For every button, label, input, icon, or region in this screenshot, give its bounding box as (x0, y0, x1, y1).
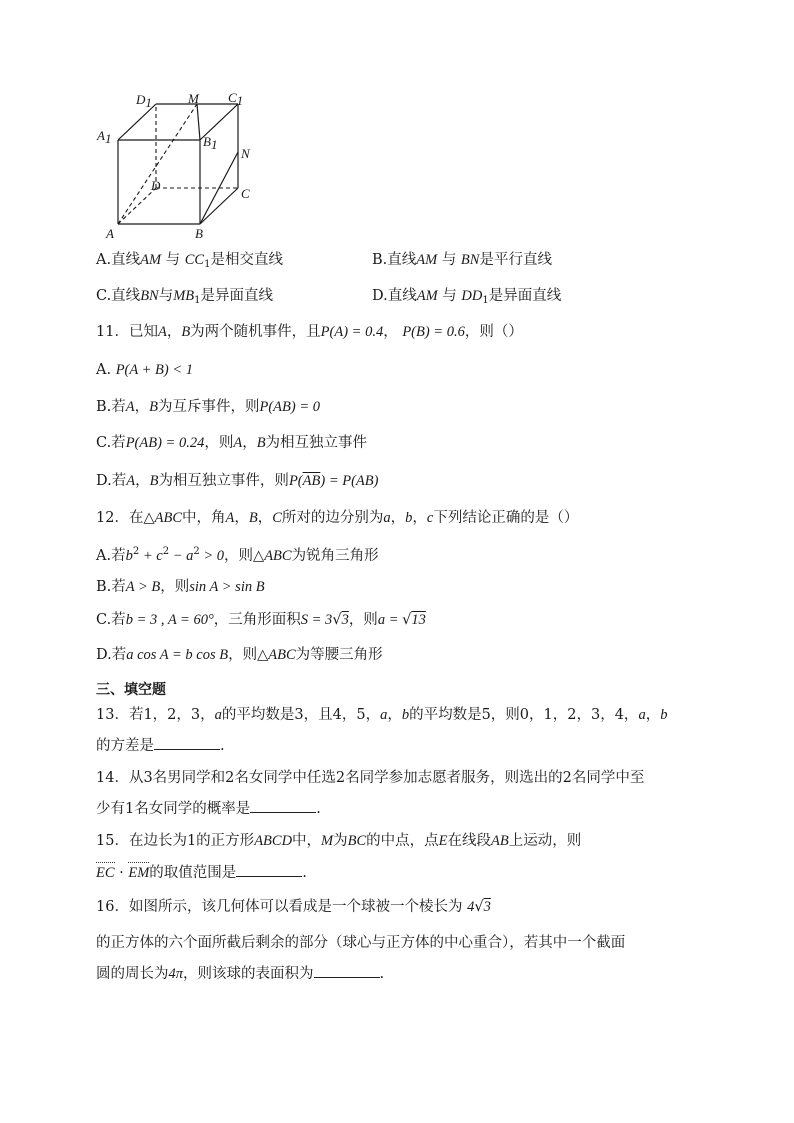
q14-line-2: 少有1名女同学的概率是 . (96, 798, 321, 819)
answer-blank (250, 798, 316, 813)
section-heading: 三、填空题 (96, 682, 166, 698)
label-N: N (241, 146, 250, 161)
sqrt-symbol: √ (332, 612, 342, 628)
q15-line-2: EC · EM的取值范围是 . (96, 862, 307, 883)
label-D: D (151, 178, 161, 193)
q11-option-a: A. P(A + B) < 1 (96, 362, 193, 378)
label-B: B (195, 226, 203, 241)
answer-blank (236, 862, 302, 877)
hidden-segment-A-M (118, 104, 197, 224)
q11-stem: 11．已知A，B为两个随机事件，且P(A) = 0.4， P(B) = 0.6，则（） (96, 324, 523, 340)
q11-option-c: C.若P(AB) = 0.24，则A，B为相互独立事件 (96, 435, 368, 451)
q10-option-a: A.直线AM 与 $CC_1$是相交直线 (96, 252, 283, 270)
cube-figure (92, 92, 272, 242)
q16-line-2: 的正方体的六个面所截后剩余的部分（球心与正方体的中心重合），若其中一个截面 (96, 935, 626, 951)
q12-option-a: A.若$b^2 + c^2 - a^2 > 0$，则△ABC为锐角三角形 (96, 546, 379, 564)
edge-B-C (200, 188, 238, 224)
label-B1: B1 (203, 134, 218, 152)
q10-option-b: B.直线AM 与 BN是平行直线 (372, 252, 552, 268)
q12-option-c: C.若b = 3 , A = 60°，三角形面积S = 3√3，则a = √13 (96, 612, 426, 628)
q16-line-1: 16．如图所示，该几何体可以看成是一个球被一个棱长为 4√3 (96, 899, 491, 915)
label-C1: C1 (228, 92, 244, 108)
label-C: C (241, 186, 250, 201)
q10-option-c: C.直线BN与$MB_1$是异面直线 (96, 288, 274, 306)
q14-line-1: 14．从3名男同学和2名女同学中任选2名同学参加志愿者服务，则选出的2名同学中至 (96, 770, 645, 786)
answer-blank (314, 963, 380, 978)
q10-option-d: D.直线AM 与 $DD_1$是异面直线 (372, 288, 562, 306)
q13-line-2: 的方差是 . (96, 735, 225, 756)
q16-line-3: 圆的周长为4π，则该球的表面积为 . (96, 963, 384, 984)
q12-option-d: D.若a cos A = b cos B，则△ABC为等腰三角形 (96, 647, 383, 663)
q11-option-d: D.若A，B为相互独立事件，则$P(\overline{AB}) = P(AB)$ (96, 473, 379, 489)
q13-line-1: 13．若1，2，3，a的平均数是3，且4，5，a，b的平均数是5，则0，1，2，3，4，a，b (96, 707, 668, 723)
q12-option-b: B.若A > B，则sin A > sin B (96, 579, 265, 595)
segment-M-B1 (197, 104, 200, 140)
label-A1: A1 (97, 128, 112, 146)
label-A: A (106, 226, 114, 241)
label-D1: D1 (136, 92, 152, 110)
q15-line-1: 15．在边长为1的正方形ABCD中，M为BC的中点，点E在线段AB上运动，则 (96, 833, 582, 849)
q12-stem: 12．在△ABC中，角A，B，C所对的边分别为a，b，c下列结论正确的是（） (96, 510, 579, 526)
sqrt-symbol: √ (474, 899, 484, 915)
answer-blank (154, 735, 220, 750)
q11-option-b: B.若A，B为互斥事件，则P(AB) = 0 (96, 399, 320, 415)
sqrt-symbol: √ (402, 612, 412, 628)
label-M: M (188, 92, 199, 106)
hidden-edge-A-D (118, 188, 156, 224)
